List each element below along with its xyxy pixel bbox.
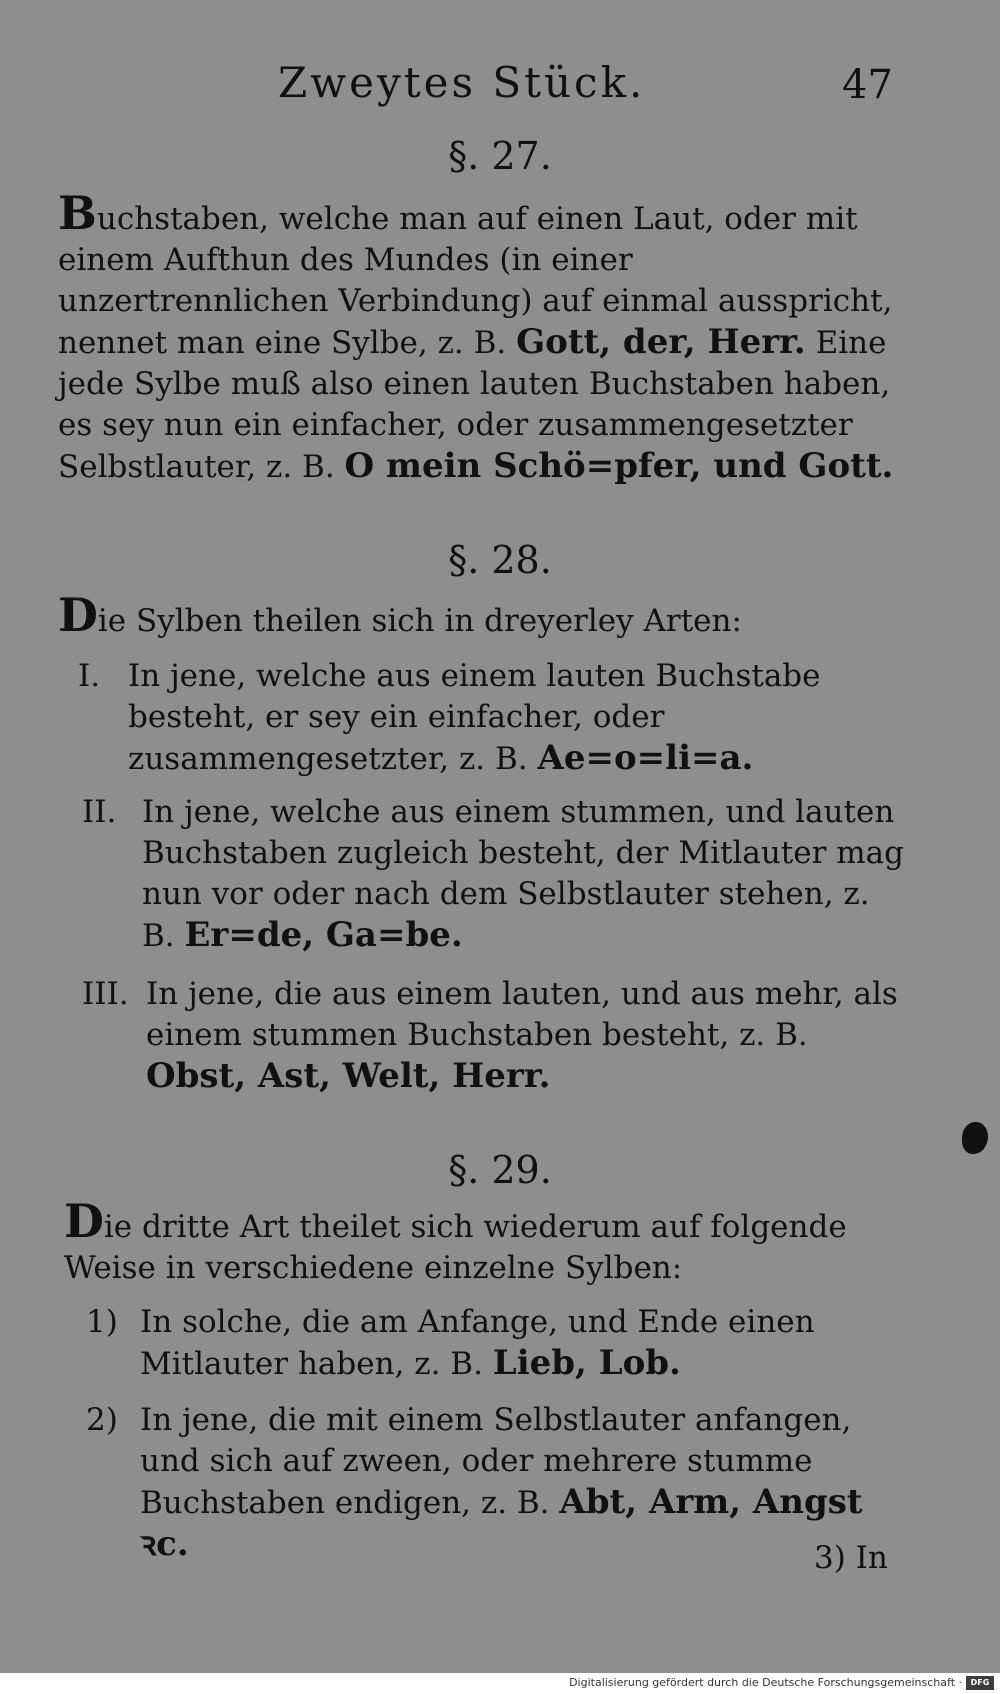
item-label: 2) [86, 1402, 118, 1438]
item-body [140, 1400, 906, 1566]
section-27-dropcap: B [58, 186, 97, 240]
item-label: I. [78, 658, 101, 694]
item-example: Obst, Ast, Welt, Herr. [146, 1056, 551, 1096]
section-27-example-1: Gott, der, Herr. [516, 322, 806, 362]
item-example: Er=de, Ga=be. [184, 915, 463, 955]
section-28-intro [58, 588, 898, 642]
item-label: III. [82, 976, 129, 1012]
item-example: Ae=o=li=a. [537, 738, 754, 778]
section-29-heading: §. 29. [448, 1148, 552, 1192]
section-28-dropcap: D [58, 588, 98, 642]
section-27-heading: §. 27. [448, 134, 552, 178]
item-text: In jene, welche aus einem lauten Buchstabe besteht, er sey ein einfacher, oder zusammengesetzter, z. B. [128, 658, 821, 777]
item-example: Lieb, Lob. [492, 1343, 681, 1383]
section-27-paragraph [58, 186, 898, 488]
item-example: Abt, Arm, Angst ꝛc. [140, 1482, 863, 1564]
item-body [140, 1302, 906, 1385]
item-body [146, 974, 904, 1098]
footer-credit: Digitalisierung gefördert durch die Deutsche Forschungsgemeinschaft · [569, 1676, 962, 1689]
section-29-intro-text: ie dritte Art theilet sich wiederum auf folgende Weise in verschiedene einzelne Sylben: [64, 1209, 847, 1286]
page-number: 47 [842, 62, 893, 108]
footer-bar [0, 1673, 1000, 1694]
item-label: II. [82, 794, 117, 830]
section-27-text-middle: Eine jede Sylbe muß also einen lauten Buchstaben haben, es sey nun ein einfacher, oder zusammengesetzter Selbstlauter, z. B. [58, 325, 891, 485]
section-28-intro-text: ie Sylben theilen sich in dreyerley Arten: [97, 603, 742, 639]
section-28-heading: §. 28. [448, 538, 552, 582]
item-body [142, 792, 904, 957]
item-label: 1) [86, 1304, 118, 1340]
running-head [0, 58, 1000, 118]
item-text: In jene, die aus einem lauten, und aus mehr, als einem stummen Buchstaben besteht, z. B. [146, 976, 898, 1053]
section-27-example-2: O mein Schö=pfer, und Gott. [344, 446, 894, 486]
catchword: 3) In [814, 1540, 888, 1576]
item-body [128, 656, 898, 780]
section-29-dropcap: D [64, 1194, 104, 1248]
section-29-intro [64, 1194, 904, 1289]
running-head-title: Zweytes Stück. [278, 58, 646, 107]
item-text: In jene, die mit einem Selbstlauter anfangen, und sich auf zween, oder mehrere stumme Buchstaben endigen, z. B. [140, 1402, 852, 1521]
item-text: In jene, welche aus einem stummen, und lauten Buchstaben zugleich besteht, der Mitlauter mag nun vor oder nach dem Selbstlauter stehen, z. B. [142, 794, 904, 954]
dfg-logo-icon: DFG [966, 1676, 994, 1690]
section-27-text-before: uchstaben, welche man auf einen Laut, oder mit einem Aufthun des Mundes (in einer unzertrennlichen Verbindung) auf einmal ausspricht, nennet man eine Sylbe, z. B. [58, 201, 893, 361]
item-text: In solche, die am Anfange, und Ende einen Mitlauter haben, z. B. [140, 1304, 815, 1382]
